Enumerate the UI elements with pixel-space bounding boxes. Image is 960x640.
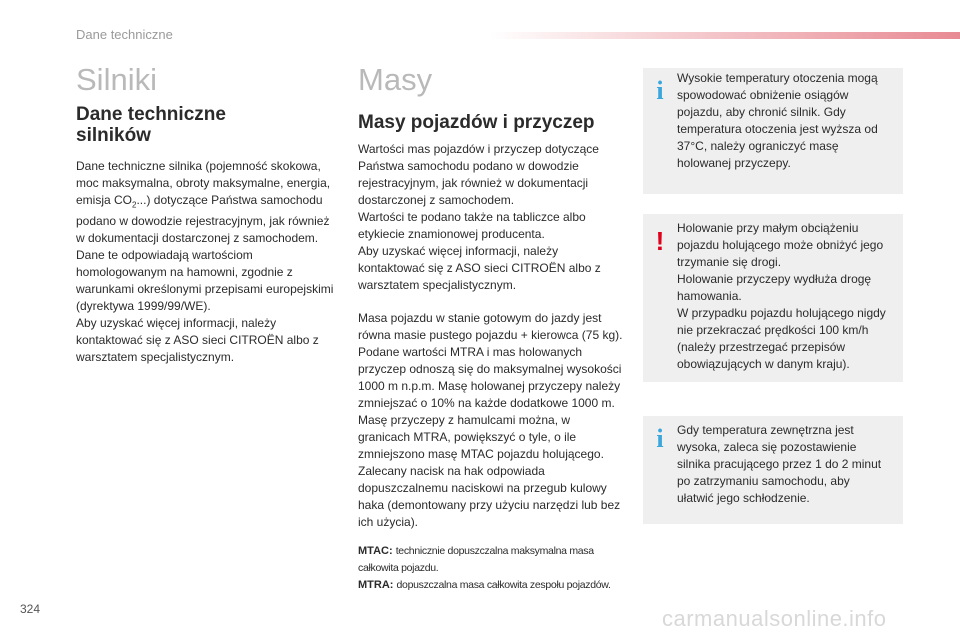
info-icon: i [656,76,664,105]
info-box-engine-cooling-text: Gdy temperatura zewnętrzna jest wysoka, zaleca się pozostawienie silnika pracującego przez 1 do 2 minut po zatrzymaniu samochodu, aby ułatwić jego schłodzenie. [677,423,882,505]
info-box-engine-cooling [643,416,903,524]
masses-title: Masy [358,62,433,97]
engines-section [76,60,340,366]
mtra-text: dopuszczalna masa całkowita zespołu pojazdów. [396,579,611,591]
masses-paragraph-1: Wartości mas pojazdów i przyczep dotyczące Państwa samochodu podano w dowodzie rejestracyjnym, jak również w dokumentacji dostarczonej z samochodem. [358,142,599,207]
page-number: 324 [20,602,41,616]
mtac-definition [358,543,623,577]
header-rule [490,32,960,39]
co2-subscript: 2 [132,200,137,210]
engines-subtitle-line1: Dane techniczne [76,104,226,125]
warning-text-a: Holowanie przy małym obciążeniu pojazdu holującego może obniżyć jego trzymanie się drogi. [677,221,884,269]
engines-paragraph-1a: Dane techniczne silnika (pojemność skokowa, moc maksymalna, obroty maksymalne, energia, emisja CO [76,159,331,207]
masses-paragraph-5: Podane wartości MTRA i mas holowanych przyczep odnoszą się do maksymalnej wysokości 1000 m n.p.m. Masę holowanej przyczepy należy zmniejszać o 10% na każde dodatkowe 1000 m. [358,345,622,410]
mtra-label: MTRA: [358,579,394,591]
info-box-temperature-text: Wysokie temperatury otoczenia mogą spowodować obniżenie osiągów pojazdu, aby chronić silnik. Gdy temperatura otoczenia jest wyższa od 37°C, należy ograniczyć masę holowanej przyczepy. [677,71,878,170]
mtac-text: technicznie dopuszczalna maksymalna masa całkowita pojazdu. [358,545,594,574]
watermark: carmanualsonline.info [662,606,887,631]
engines-subtitle-line2: silników [76,125,151,146]
engines-paragraph-1b: ...) dotyczące Państwa samochodu podano w dowodzie rejestracyjnym, jak również w dokumentacji dostarczonej z samochodem. [76,193,330,246]
masses-paragraph-6: Masę przyczepy z hamulcami można, w granicach MTRA, powiększyć o tyle, o ile zmniejszono masę MTAC pojazdu holującego. [358,413,604,461]
info-icon: i [656,424,664,453]
info-box-temperature [643,68,903,194]
engines-title: Silniki [76,62,157,97]
warning-text-b: Holowanie przyczepy wydłuża drogę hamowania. [677,272,872,303]
engines-paragraph-2: Dane te odpowiadają wartościom homologowanym na hamowni, zgodnie z warunkami określonymi przepisami europejskimi (dyrektywa 1999/99/WE). [76,248,334,314]
masses-section [358,60,623,594]
warning-box-towing-text [677,220,889,373]
masses-paragraph-3: Aby uzyskać więcej informacji, należy kontaktować się z ASO sieci CITROËN albo z warsztatem specjalistycznym. [358,244,601,292]
warning-text-c: W przypadku pojazdu holującego nigdy nie przekraczać prędkości 100 km/h (należy przestrzegać przepisów obowiązujących w danym kraju). [677,306,886,371]
engines-paragraph-1 [76,158,340,247]
masses-subtitle: Masy pojazdów i przyczep [358,112,595,133]
engines-paragraph-3: Aby uzyskać więcej informacji, należy kontaktować się z ASO sieci CITROËN albo z warsztatem specjalistycznym. [76,316,319,365]
masses-paragraph-2: Wartości te podano także na tabliczce albo etykiecie znamionowej producenta. [358,210,586,241]
masses-paragraph-4: Masa pojazdu w stanie gotowym do jazdy jest równa masie pustego pojazdu + kierowca (75 kg). [358,311,623,342]
header-title: Dane techniczne [76,27,173,42]
mtra-definition [358,577,623,594]
warning-box-towing [643,214,903,382]
masses-paragraph-7: Zalecany nacisk na hak odpowiada dopuszczalnemu naciskowi na przegub kulowy haka (demontowany przy użyciu narzędzi lub bez ich użycia). [358,464,621,529]
mtac-label: MTAC: [358,545,393,557]
engines-subtitle [76,104,340,146]
warning-icon: ! [655,226,665,256]
